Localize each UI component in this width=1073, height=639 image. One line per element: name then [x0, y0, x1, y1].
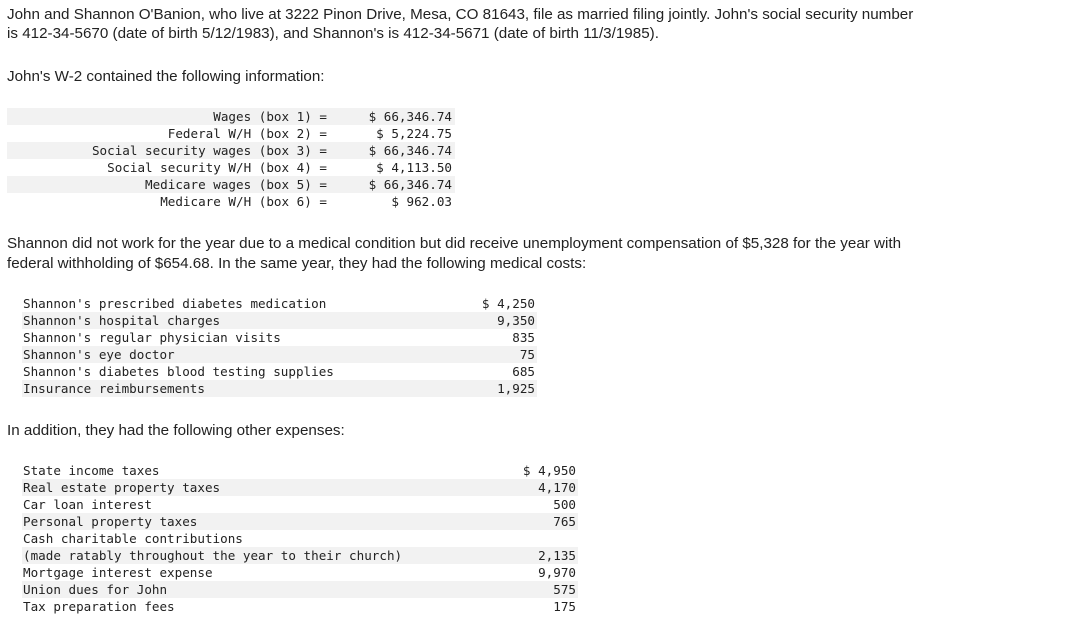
medical-row: [22, 346, 537, 363]
other-label: Union dues for John: [23, 582, 168, 597]
other-row: [22, 479, 578, 496]
w2-row: [7, 176, 455, 193]
w2-value: $ 66,346.74: [368, 177, 452, 192]
w2-label: Social security W/H (box 4) =: [107, 160, 327, 175]
other-label: State income taxes: [23, 463, 160, 478]
other-row: [22, 530, 578, 547]
shannon-line-2: federal withholding of $654.68. In the same year, they had the following medical costs:: [7, 255, 587, 272]
w2-row: [7, 193, 455, 210]
w2-row: [7, 159, 455, 176]
w2-table: [7, 108, 455, 210]
w2-label: Wages (box 1) =: [213, 109, 327, 124]
w2-value: $ 66,346.74: [368, 143, 452, 158]
intro-line-1: John and Shannon O'Banion, who live at 3222 Pinon Drive, Mesa, CO 81643, file as married filing jointly. John's social security number: [7, 6, 914, 23]
medical-row: [22, 295, 537, 312]
other-value: 765: [553, 514, 576, 529]
medical-value: $ 4,250: [481, 296, 535, 311]
medical-row: [22, 363, 537, 380]
other-label: Mortgage interest expense: [23, 565, 213, 580]
other-value: 2,135: [538, 548, 576, 563]
medical-value: 835: [512, 330, 535, 345]
other-label: Tax preparation fees: [23, 599, 175, 614]
other-row: [22, 598, 578, 615]
w2-value: $ 962.03: [391, 194, 452, 209]
medical-row: [22, 329, 537, 346]
other-value: 500: [553, 497, 576, 512]
medical-label: Shannon's diabetes blood testing supplies: [23, 364, 334, 379]
other-label: Real estate property taxes: [23, 480, 221, 495]
medical-value: 1,925: [497, 381, 535, 396]
intro-line-2: is 412-34-5670 (date of birth 5/12/1983), and Shannon's is 412-34-5671 (date of birth 11/3/1985).: [7, 25, 659, 42]
other-row: [22, 462, 578, 479]
shannon-line-1: Shannon did not work for the year due to a medical condition but did receive unemployment compensation of $5,328 for the year with: [7, 235, 902, 252]
medical-label: Shannon's regular physician visits: [23, 330, 281, 345]
w2-value: $ 4,113.50: [376, 160, 452, 175]
other-label: Cash charitable contributions: [23, 531, 243, 546]
w2-label: Social security wages (box 3) =: [91, 143, 327, 158]
other-expenses-heading: In addition, they had the following other expenses:: [7, 422, 345, 439]
w2-value: $ 66,346.74: [368, 109, 452, 124]
w2-label: Medicare W/H (box 6) =: [160, 194, 327, 209]
other-label: Personal property taxes: [23, 514, 198, 529]
w2-row: [7, 142, 455, 159]
other-value: 9,970: [538, 565, 576, 580]
other-value: 175: [553, 599, 576, 614]
w2-value: $ 5,224.75: [376, 126, 452, 141]
other-label: Car loan interest: [23, 497, 152, 512]
other-row: [22, 496, 578, 513]
medical-costs-table: [22, 295, 537, 397]
medical-label: Shannon's hospital charges: [23, 313, 221, 328]
other-row: [22, 547, 578, 564]
other-expenses-table: [22, 462, 578, 615]
w2-row: [7, 125, 455, 142]
w2-row: [7, 108, 455, 125]
medical-label: Insurance reimbursements: [23, 381, 205, 396]
medical-label: Shannon's prescribed diabetes medication: [23, 296, 327, 311]
other-value: 575: [553, 582, 576, 597]
medical-row: [22, 380, 537, 397]
medical-value: 9,350: [497, 313, 535, 328]
other-label: (made ratably throughout the year to their church): [23, 548, 403, 563]
w2-label: Federal W/H (box 2) =: [167, 126, 327, 141]
medical-value: 75: [519, 347, 535, 362]
medical-row: [22, 312, 537, 329]
other-row: [22, 581, 578, 598]
other-value: 4,170: [538, 480, 576, 495]
other-row: [22, 564, 578, 581]
w2-heading: John's W-2 contained the following information:: [7, 68, 325, 85]
medical-value: 685: [512, 364, 535, 379]
medical-label: Shannon's eye doctor: [23, 347, 175, 362]
other-value: $ 4,950: [522, 463, 576, 478]
other-row: [22, 513, 578, 530]
w2-label: Medicare wages (box 5) =: [145, 177, 327, 192]
